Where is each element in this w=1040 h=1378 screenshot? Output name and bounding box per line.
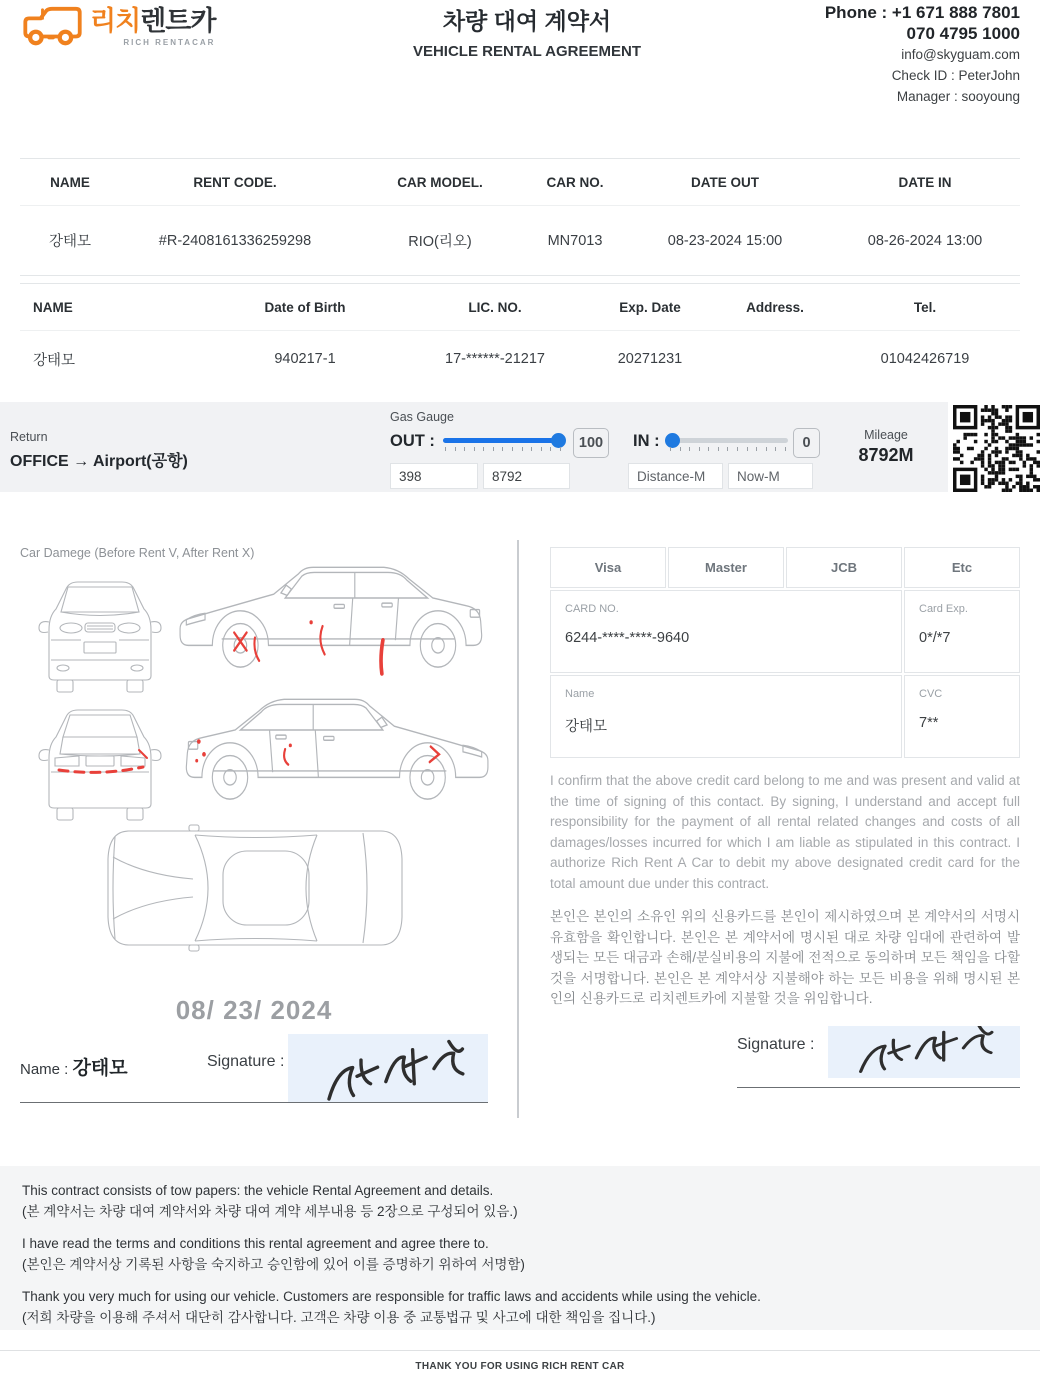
gas-out-value[interactable]: 100	[573, 428, 609, 458]
card-type-master[interactable]: Master	[668, 547, 784, 588]
col-exp-date: Exp. Date	[619, 299, 681, 315]
signature-pad-right[interactable]	[828, 1026, 1020, 1078]
check-id: Check ID : PeterJohn	[891, 68, 1020, 83]
col-lic-no: LIC. NO.	[468, 299, 522, 315]
gas-in-label: IN :	[633, 432, 660, 450]
car-damage-diagram[interactable]	[20, 558, 500, 998]
driver-lic-no: 17-******-21217	[445, 351, 545, 367]
footer-divider	[0, 1350, 1040, 1351]
table-row	[20, 330, 1020, 387]
rental-table	[20, 158, 1020, 276]
col-date-out: DATE OUT	[691, 174, 759, 190]
page-title-korean: 차량 대여 계약서	[442, 8, 612, 34]
manager: Manager : sooyoung	[896, 89, 1020, 104]
contact-block	[720, 2, 1020, 107]
footer-text: THANK YOU FOR USING RICH RENT CAR	[415, 1361, 625, 1372]
card-type-jcb[interactable]: JCB	[786, 547, 902, 588]
card-holder-row	[550, 675, 1020, 758]
car-damage-title: Car Damege (Before Rent V, After Rent X)	[20, 546, 255, 560]
note-2-ko: (본인은 계약서상 기록된 사항을 숙지하고 승인함에 있어 이를 증명하기 위하여 서명함)	[22, 1257, 525, 1272]
rental-table-header	[20, 158, 1020, 205]
card-type-visa[interactable]: Visa	[550, 547, 666, 588]
renter-name: 강태모	[48, 234, 92, 250]
damage-check-date: 08/ 23/ 2024	[175, 995, 333, 1025]
card-name-label: Name	[565, 688, 595, 700]
rear-view-diagram	[39, 710, 161, 820]
status-bar	[0, 402, 948, 492]
gas-out-slider[interactable]	[443, 434, 563, 454]
out-now-input[interactable]	[483, 463, 570, 489]
top-view-diagram	[108, 825, 402, 951]
signature-label-left: Signature :	[207, 1053, 285, 1070]
date-out: 08-23-2024 15:00	[667, 232, 783, 249]
slider-fill	[443, 438, 563, 443]
cvc-label: CVC	[919, 688, 943, 700]
note-2-en: I have read the terms and conditions this rental agreement and agree there to.	[22, 1236, 489, 1251]
phone-number-2: 070 4795 1000	[906, 24, 1020, 43]
return-label: Return	[10, 430, 48, 444]
col-dob: Date of Birth	[264, 299, 346, 315]
mileage-value: 8792M	[858, 445, 914, 465]
slider-thumb[interactable]	[551, 433, 566, 448]
left-signature-underline	[20, 1102, 488, 1103]
slider-track	[668, 438, 788, 443]
front-view-diagram	[39, 582, 161, 692]
col-rent-code: RENT CODE.	[193, 174, 277, 190]
card-name-value: 강태모	[565, 719, 608, 735]
gas-gauge-label: Gas Gauge	[390, 410, 454, 424]
card-number-row	[550, 590, 1020, 673]
driver-name: 강태모	[33, 352, 76, 369]
date-in: 08-26-2024 13:00	[867, 232, 983, 249]
return-route: OFFICE → Airport(공항)	[10, 453, 188, 470]
gas-in-value[interactable]: 0	[793, 428, 820, 458]
signature-label-right: Signature :	[737, 1036, 815, 1053]
table-row	[20, 205, 1020, 276]
mileage-label: Mileage	[864, 428, 908, 442]
car-model: RIO(리오)	[408, 234, 472, 250]
truck-logo-icon	[22, 5, 84, 52]
slider-ticks	[670, 447, 786, 451]
slider-ticks	[445, 447, 561, 451]
logo-subtitle: RICH RENTACAR	[123, 38, 216, 48]
logo-text-rentacar: 렌트카	[140, 6, 216, 36]
email: info@skyguam.com	[901, 47, 1020, 62]
note-1-ko: (본 계약서는 차량 대여 계약서와 차량 대여 계약 세부내용 등 2장으로 구성되어 있음.)	[22, 1204, 518, 1219]
gas-out-label: OUT :	[390, 432, 435, 450]
qr-code	[953, 405, 1040, 492]
side-view-left-diagram	[186, 699, 488, 799]
col-date-in: DATE IN	[898, 174, 952, 190]
col-name: NAME	[33, 299, 73, 315]
driver-exp-date: 20271231	[617, 351, 683, 367]
driver-dob: 940217-1	[274, 351, 336, 367]
card-confirmation-korean: 본인은 본인의 소유인 위의 신용카드를 본인이 제시하였으며 본 계약서의 서명시 유효함을 확인합니다. 본인은 본 계약서에 명시된 대로 차량 임대에 관련하여 발생되는 모든 대금과 손해/분실비용의 지불에 전적으로 동의하며 모든 책임을 다할 것을 서명합니다. 본인은 본 계약서상 지불해야 하는 모든 비용을 위해 명시된 본인의 신용카드로 리치렌트카에 지불할 것을 위임합니다.	[550, 909, 1020, 1006]
rent-code: #R-2408161336259298	[158, 232, 312, 249]
driver-table-header	[20, 283, 1020, 330]
logo-text-rich: 리치	[90, 6, 141, 36]
gas-in-slider[interactable]	[668, 434, 788, 454]
column-divider	[517, 540, 519, 1118]
card-type-header	[550, 547, 1020, 588]
name-value: 강태모	[72, 1058, 128, 1079]
note-3-en: Thank you very much for using our vehicle. Customers are responsible for traffic laws and accidents while using the vehicle.	[22, 1289, 761, 1304]
in-distance-input[interactable]	[628, 463, 723, 489]
in-now-input[interactable]	[728, 463, 813, 489]
card-type-etc[interactable]: Etc	[904, 547, 1020, 588]
note-3-ko: (저희 차량을 이용해 주셔서 대단히 감사합니다. 고객은 차량 이용 중 교통법규 및 사고에 대한 책임을 집니다.)	[22, 1310, 656, 1325]
note-1-en: This contract consists of tow papers: the vehicle Rental Agreement and details.	[22, 1183, 494, 1198]
side-view-right-diagram	[180, 567, 482, 673]
card-exp-label: Card Exp.	[919, 603, 968, 615]
col-tel: Tel.	[913, 299, 937, 315]
phone-number-1: Phone : +1 671 888 7801	[824, 3, 1020, 22]
name-label: Name :	[20, 1061, 69, 1078]
signature-pad-left[interactable]	[288, 1034, 488, 1102]
cvc-value: 7**	[919, 715, 939, 731]
card-confirmation-english: I confirm that the above credit card belong to me and was present and valid at the time of signing of this contact. By signing, I understand and accept full responsibility for the payment of all rental related changes and costs of all damages/losses incurred for which I am liable as stipulated in this contract. I authorize Rich Rent A Car to debit my above designated credit card for the total amount due under this contract.	[550, 773, 1020, 891]
col-address: Address.	[746, 299, 804, 315]
card-exp-value: 0*/*7	[919, 630, 951, 646]
slider-thumb[interactable]	[665, 433, 680, 448]
driver-table	[20, 283, 1020, 387]
page-title-english: VEHICLE RENTAL AGREEMENT	[412, 43, 642, 60]
driver-tel: 01042426719	[880, 351, 970, 367]
contract-notes	[0, 1166, 1040, 1330]
card-no-value: 6244-****-****-9640	[565, 630, 690, 646]
col-car-model: CAR MODEL.	[397, 174, 483, 190]
col-name: NAME	[50, 174, 90, 190]
col-car-no: CAR NO.	[546, 174, 604, 190]
logo	[22, 5, 215, 52]
out-distance-input[interactable]	[390, 463, 478, 489]
right-signature-underline	[737, 1087, 1020, 1088]
car-no: MN7013	[547, 232, 603, 249]
card-no-label: CARD NO.	[565, 603, 619, 615]
